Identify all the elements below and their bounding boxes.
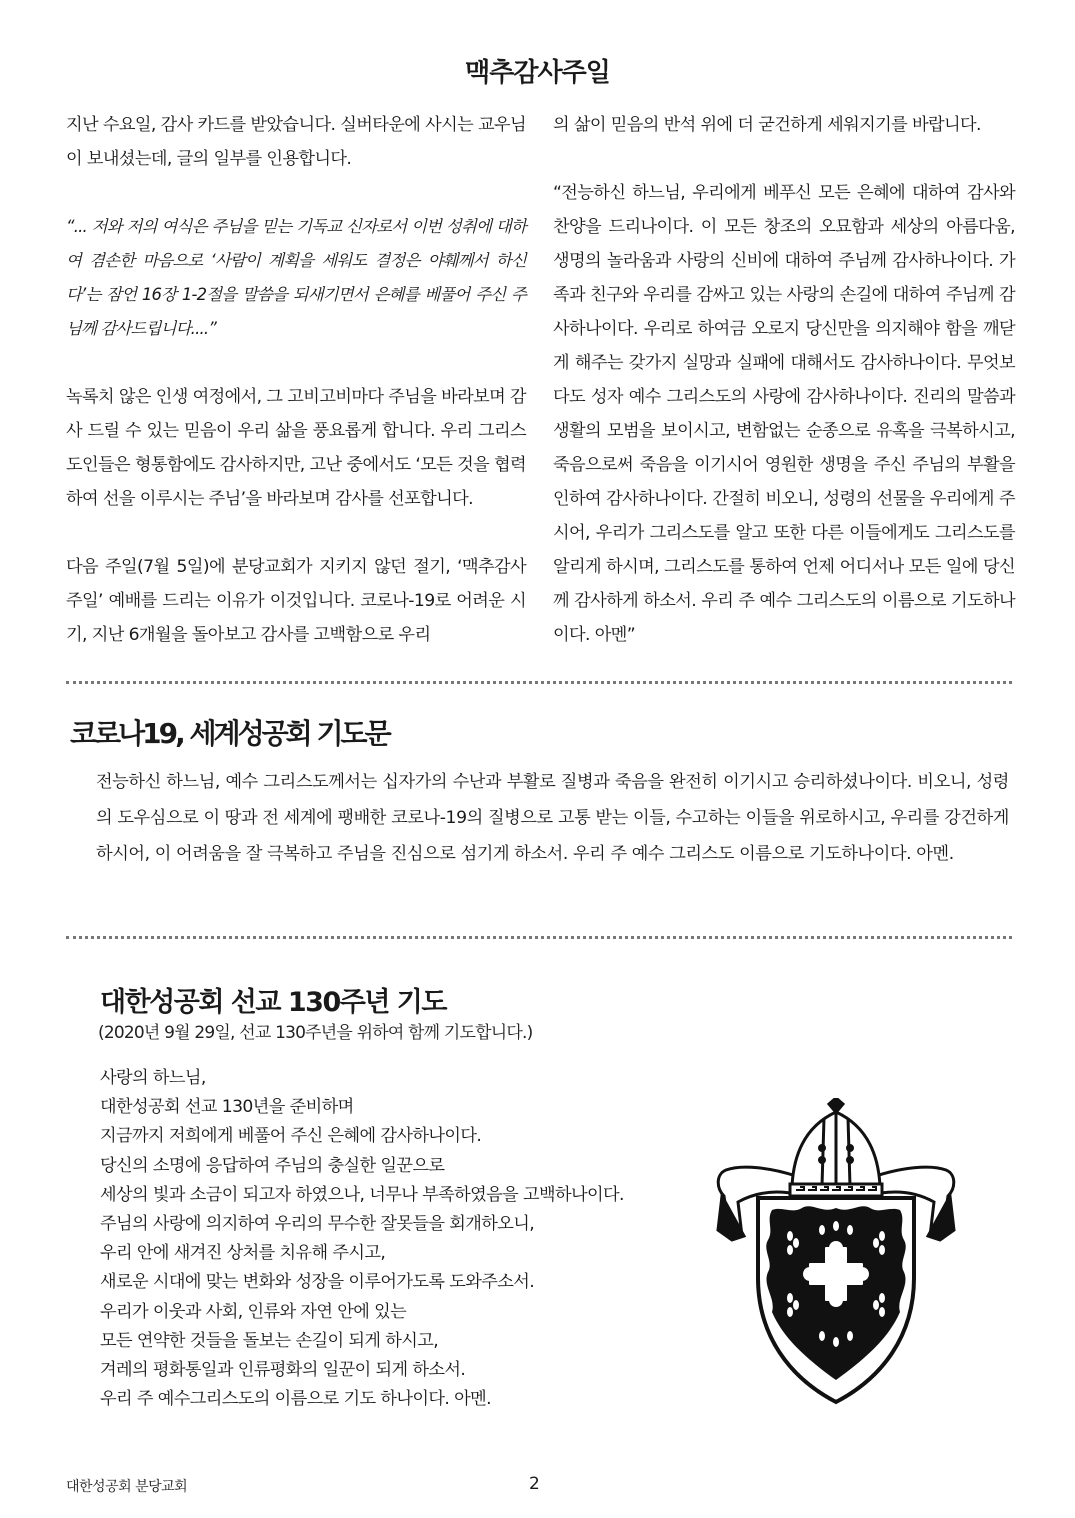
divider-1 bbox=[66, 681, 1012, 684]
prayer-line: 우리 안에 새겨진 상처를 치유해 주시고, bbox=[100, 1243, 386, 1264]
prayer-line: 대한성공회 선교 130년을 준비하며 bbox=[100, 1097, 354, 1118]
prayer-line: 모든 연약한 것들을 돌보는 손길이 되게 하시고, bbox=[100, 1330, 439, 1351]
footer-church-name: 대한성공회 분당교회 bbox=[66, 1479, 188, 1495]
paragraph-quote: “... 저와 저의 여식은 주님을 믿는 기독교 신자로서 이번 성취에 대하여 겸손한 마음으로 ‘사람이 계획을 세워도 결정은 야훼께서 하신다’는 잠언 16장 1-2절을 말씀을 되새기면서 은혜를 베풀어 주신 주님께 감사드립니다....” bbox=[66, 217, 526, 338]
prayer-line: 주님의 사랑에 의지하여 우리의 무수한 잘못들을 회개하오니, bbox=[100, 1214, 535, 1235]
paragraph-reason: 다음 주일(7월 5일)에 분당교회가 지키지 않던 절기, ‘맥추감사주일’ 예배를 드리는 이유가 이것입니다. 코로나-19로 어려운 시기, 지난 6개월을 돌아보고 감사를 고백함으로 우리 bbox=[66, 557, 526, 645]
shield-icon bbox=[758, 1198, 914, 1402]
prayer-line: 사랑의 하느님, bbox=[100, 1068, 206, 1088]
covid-prayer-body: 전능하신 하느님, 예수 그리스도께서는 십자가의 수난과 부활로 질병과 죽음을 완전히 이기시고 승리하셨나이다. 비오니, 성령의 도우심으로 이 땅과 전 세계에 팽배한 코로나-19의 질병으로 고통 받는 이들, 수고하는 이들을 위로하시고, 우리를 강건하게 하시어, 이 어려움을 잘 극복하고 주님을 진심으로 섬기게 하소서. 우리 주 예수 그리스도 이름으로 기도하나이다. 아멘. bbox=[96, 772, 1009, 864]
diocese-coat-of-arms-icon bbox=[712, 1098, 960, 1410]
page-number: 2 bbox=[529, 1474, 540, 1494]
prayer-line: 세상의 빛과 소금이 되고자 하였으나, 너무나 부족하였음을 고백하나이다. bbox=[100, 1184, 624, 1205]
prayer-line: 당신의 소명에 응답하여 주님의 충실한 일꾼으로 bbox=[100, 1155, 445, 1176]
prayer-130th bbox=[100, 1064, 624, 1414]
divider-2 bbox=[66, 936, 1012, 939]
section-subtitle-130th: (2020년 9월 29일, 선교 130주년을 위하여 함께 기도합니다.) bbox=[98, 1023, 533, 1043]
mitre-icon bbox=[790, 1098, 882, 1196]
prayer-line: 새로운 시대에 맞는 변화와 성장을 이루어가도록 도와주소서. bbox=[100, 1272, 535, 1293]
left-column bbox=[66, 108, 526, 652]
section-title-covid-prayer: 코로나19, 세계성공회 기도문 bbox=[70, 717, 389, 750]
prayer-line: 지금까지 저희에게 베풀어 주신 은혜에 감사하나이다. bbox=[100, 1126, 482, 1147]
prayer-line: 우리가 이웃과 사회, 인류와 자연 안에 있는 bbox=[100, 1301, 407, 1322]
section-title-130th-prayer: 대한성공회 선교 130주년 기도 bbox=[100, 987, 446, 1018]
paragraph-continuation: 의 삶이 믿음의 반석 위에 더 굳건하게 세워지기를 바랍니다. bbox=[553, 115, 981, 135]
prayer-line: 겨레의 평화통일과 인류평화의 일꾼이 되게 하소서. bbox=[100, 1360, 466, 1381]
paragraph-thanksgiving-prayer: “전능하신 하느님, 우리에게 베푸신 모든 은혜에 대하여 감사와 찬양을 드리나이다. 이 모든 창조의 오묘함과 세상의 아름다움, 생명의 놀라움과 사랑의 신비에 대하여 주님께 감사하나이다. 가족과 친구와 우리를 감싸고 있는 사랑의 손길에 대하여 주님께 감사하나이다. 우리로 하여금 오로지 당신만을 의지해야 함을 깨닫게 해주는 갖가지 실망과 실패에 대해서도 감사하나이다. 무엇보다도 성자 예수 그리스도의 사랑에 감사하나이다. 진리의 말씀과 생활의 모범을 보이시고, 변함없는 순종으로 유혹을 극복하시고, 죽음으로써 죽음을 이기시어 영원한 생명을 주신 주님의 부활을 인하여 감사하나이다. 간절히 비오니, 성령의 선물을 우리에게 주시어, 우리가 그리스도를 알고 또한 다른 이들에게도 그리스도를 알리게 하시며, 그리스도를 통하여 언제 어디서나 모든 일에 당신께 감사하게 하소서. 우리 주 예수 그리스도의 이름으로 기도하나이다. 아멘” bbox=[553, 183, 1015, 645]
paragraph-faith: 녹록치 않은 인생 여정에서, 그 고비고비마다 주님을 바라보며 감사 드릴 수 있는 믿음이 우리 삶을 풍요롭게 합니다. 우리 그리스도인들은 형통함에도 감사하지만, 고난 중에서도 ‘모든 것을 협력하여 선을 이루시는 주님’을 바라보며 감사를 선포합니다. bbox=[66, 387, 526, 509]
paragraph-intro: 지난 수요일, 감사 카드를 받았습니다. 실버타운에 사시는 교우님이 보내셨는데, 글의 일부를 인용합니다. bbox=[66, 115, 526, 169]
section-title-thanksgiving: 맥추감사주일 bbox=[465, 58, 610, 88]
right-column bbox=[553, 108, 1015, 652]
prayer-line: 우리 주 예수그리스도의 이름으로 기도 하나이다. 아멘. bbox=[100, 1389, 491, 1410]
